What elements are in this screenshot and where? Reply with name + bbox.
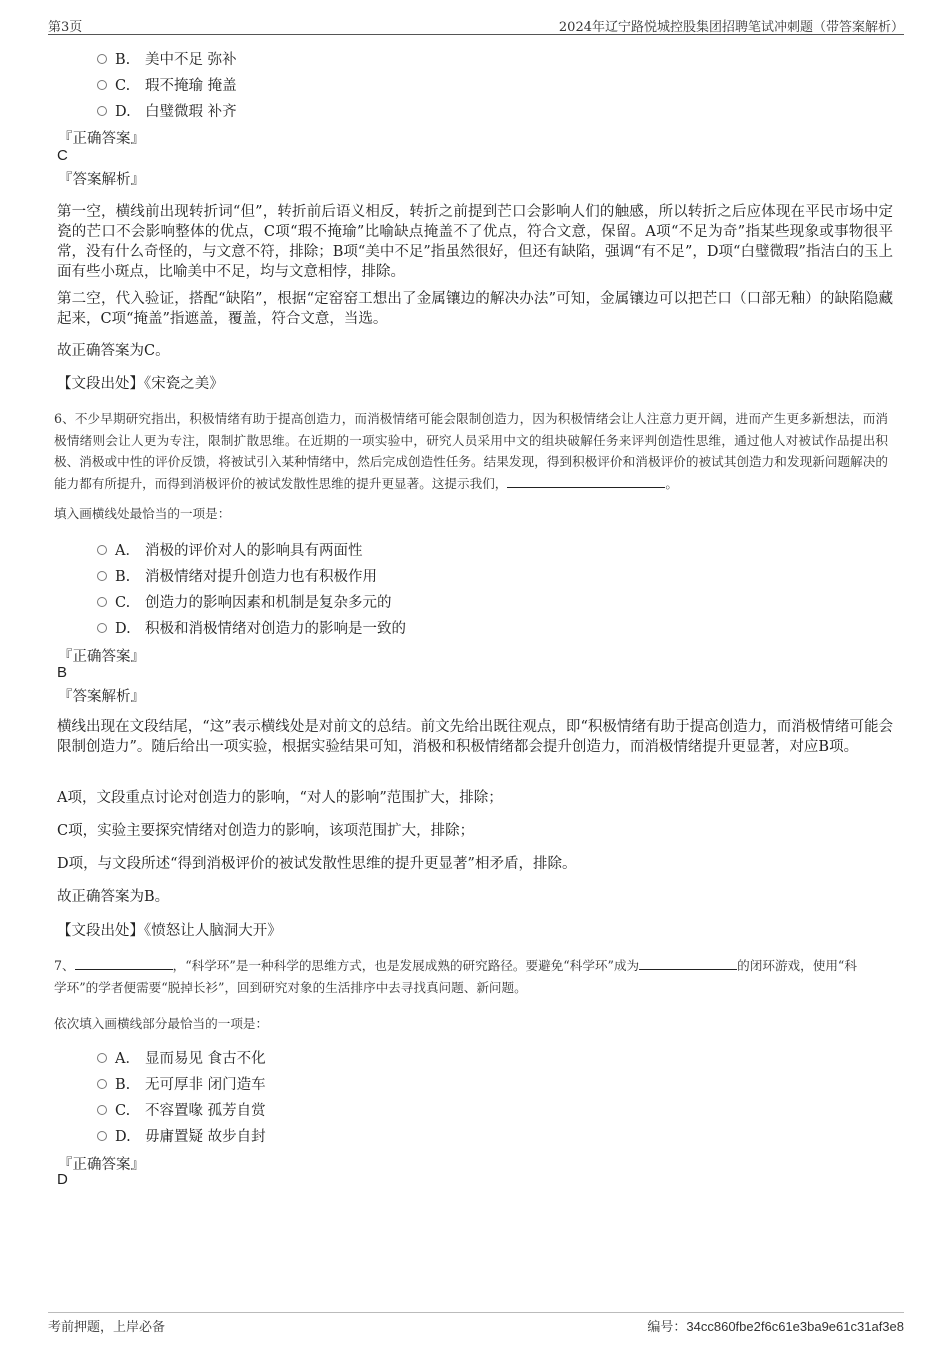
- q5-option-d[interactable]: D. 白璧微瑕 补齐: [97, 100, 237, 121]
- q6-analysis-option-a: A项，文段重点讨论对创造力的影响，“对人的影响”范围扩大，排除；: [57, 790, 503, 806]
- q6-answer-label: 『正确答案』: [58, 649, 145, 665]
- q7-option-c[interactable]: C. 不容置喙 孤芳自赏: [97, 1099, 266, 1120]
- q6-option-c[interactable]: C. 创造力的影响因素和机制是复杂多元的: [97, 591, 392, 612]
- radio-icon[interactable]: [97, 623, 107, 633]
- q6-analysis-option-d: D项，与文段所述“得到消极评价的被试发散性思维的提升更显著”相矛盾，排除。: [57, 856, 577, 872]
- q7-stem: 7、 ，“科学环”是一种科学的思维方式，也是发展成熟的研究路径。要避免“科学环”成为 的闭环游戏，使用“科 学环”的学者便需要“脱掉长衫”，回到研究对象的生活排序中去寻找真问题、新问题。: [54, 958, 857, 995]
- q6-analysis-paragraph-1: 横线出现在文段结尾，“这”表示横线处是对前文的总结。前文先给出既往观点，即“积极情绪有助于提高创造力，而消极情绪可能会限制创造力”。随后给出一项实验，根据实验结果可知，消极和积极情绪都会提升创造力，而消极情绪提升更显著，对应B项。: [57, 719, 893, 755]
- radio-icon[interactable]: [97, 106, 107, 116]
- radio-icon[interactable]: [97, 597, 107, 607]
- q5-answer: C: [57, 147, 68, 164]
- q5-source: 【文段出处】《宋瓷之美》: [57, 376, 224, 392]
- q5-answer-label: 『正确答案』: [58, 131, 145, 147]
- page-footer: [48, 1312, 904, 1335]
- radio-icon[interactable]: [97, 54, 107, 64]
- q7-option-b[interactable]: B. 无可厚非 闭门造车: [97, 1073, 266, 1094]
- q7-option-a[interactable]: A． 显而易见 食古不化: [97, 1047, 266, 1068]
- radio-icon[interactable]: [97, 80, 107, 90]
- q6-source: 【文段出处】《愤怒让人脑洞大开》: [57, 923, 282, 939]
- q5-analysis-paragraph-1: 第一空，横线前出现转折词“但”，转折前后语义相反，转折之前提到芒口会影响人们的触感，所以转折之后应体现在平民市场中定瓷的芒口不会影响整体的优点，C项“瑕不掩瑜”比喻缺点掩盖不了优点，符合文意，保留。A项“不足为奇”指某些现象或事物很平常，没有什么奇怪的，与文意不符，排除；B项“美中不足”指虽然很好，但还有缺陷，强调“有不足”，D项“白璧微瑕”指洁白的玉上面有些小斑点，比喻美中不足，均与文意相悖，排除。: [57, 204, 893, 280]
- radio-icon[interactable]: [97, 545, 107, 555]
- document-id: 编号：34cc860fbe2f6c61e3ba9e61c31af3e8: [647, 1319, 904, 1335]
- radio-icon[interactable]: [97, 1079, 107, 1089]
- answer-blank: [507, 475, 665, 488]
- radio-icon[interactable]: [97, 1053, 107, 1063]
- page-header: [48, 16, 904, 35]
- q6-answer: B: [57, 664, 68, 681]
- q7-answer: D: [57, 1171, 68, 1188]
- q7-answer-label: 『正确答案』: [58, 1157, 145, 1173]
- q6-option-a[interactable]: A． 消极的评价对人的影响具有两面性: [97, 539, 363, 560]
- q6-prompt: 填入画横线处最恰当的一项是：: [54, 506, 231, 521]
- q6-analysis-label: 『答案解析』: [58, 689, 145, 705]
- q6-option-d[interactable]: D. 积极和消极情绪对创造力的影响是一致的: [97, 617, 406, 638]
- q7-option-d[interactable]: D. 毋庸置疑 故步自封: [97, 1125, 266, 1146]
- page-number: 第3页: [48, 20, 83, 35]
- q5-option-b[interactable]: B. 美中不足 弥补: [97, 48, 237, 69]
- q6-conclusion: 故正确答案为B。: [57, 889, 170, 905]
- document-title: 2024年辽宁路悦城控股集团招聘笔试冲刺题（带答案解析）: [558, 20, 904, 35]
- footer-slogan: 考前押题，上岸必备: [48, 1320, 166, 1335]
- answer-blank-1: [75, 957, 173, 970]
- q5-analysis-label: 『答案解析』: [58, 172, 145, 188]
- radio-icon[interactable]: [97, 571, 107, 581]
- q6-stem: 6、不少早期研究指出，积极情绪有助于提高创造力，而消极情绪可能会限制创造力，因为积极情绪会让人注意力更开阔，进而产生更多新想法，而消极情绪则会让人更为专注，限制扩散思维。在近期的一项实验中，研究人员采用中文的组块破解任务来评判创造性思维，通过他人对被试作品提出积极、消极或中性的评价反馈，将被试引入某种情绪中，然后完成创造性任务。结果发现，得到积极评价和消极评价的被试其创造力和发现新问题解决的能力都有所提升，而得到消极评价的被试发散性思维的提升更显著。这提示我们， 。: [54, 411, 888, 491]
- q5-conclusion: 故正确答案为C。: [57, 343, 170, 359]
- q5-option-c[interactable]: C. 瑕不掩瑜 掩盖: [97, 74, 237, 95]
- q5-analysis-paragraph-2: 第二空，代入验证，搭配“缺陷”，根据“定窑窑工想出了金属镶边的解决办法”可知，金属镶边可以把芒口（口部无釉）的缺陷隐藏起来，C项“掩盖”指遮盖，覆盖，符合文意，当选。: [57, 291, 893, 327]
- answer-blank-2: [639, 957, 737, 970]
- q7-prompt: 依次填入画横线部分最恰当的一项是：: [54, 1016, 269, 1031]
- q6-analysis-option-c: C项，实验主要探究情绪对创造力的影响，该项范围扩大，排除；: [57, 823, 475, 839]
- radio-icon[interactable]: [97, 1105, 107, 1115]
- q6-option-b[interactable]: B. 消极情绪对提升创造力也有积极作用: [97, 565, 377, 586]
- radio-icon[interactable]: [97, 1131, 107, 1141]
